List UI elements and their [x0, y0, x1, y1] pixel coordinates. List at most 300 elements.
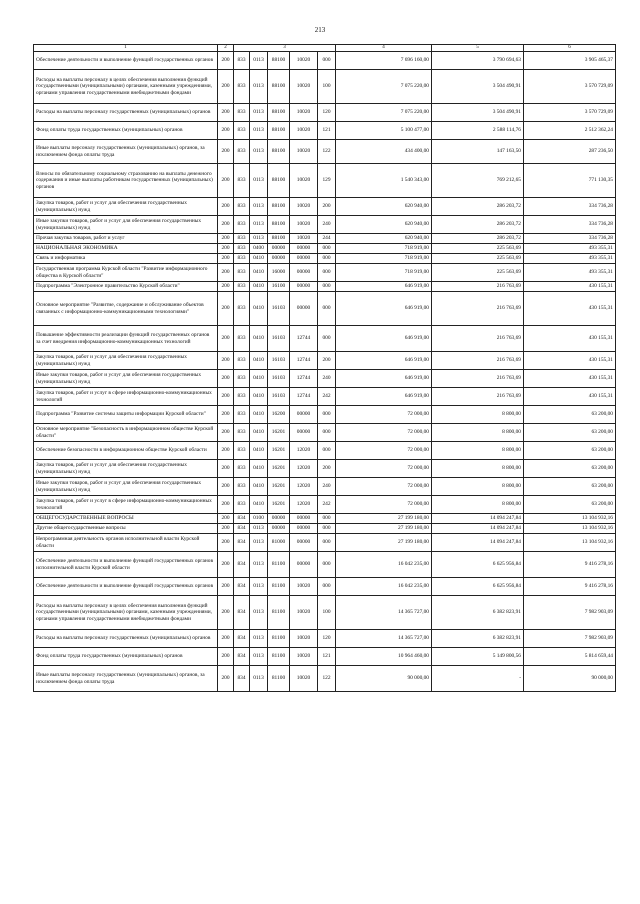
code-section: 0113: [250, 552, 268, 578]
code-expense-type: 240: [318, 216, 336, 234]
code-type: 200: [218, 424, 234, 442]
code-admin: 834: [234, 524, 250, 534]
code-expense-type: 200: [318, 198, 336, 216]
row-name: Закупка товаров, работ и услуг в сфере информационно-коммуникационных технологий: [34, 496, 218, 514]
row-name: Фонд оплаты труда государственных (муниципальных) органов: [34, 648, 218, 666]
amount-remainder: 13 104 932,16: [524, 524, 616, 534]
row-name: Закупка товаров, работ и услуг для обеспечения государственных (муниципальных) нужд: [34, 198, 218, 216]
code-expense-type: 000: [318, 52, 336, 70]
row-name: Обеспечение безопасности в информационном обществе Курской области: [34, 442, 218, 460]
amount-plan: 72 000,00: [336, 478, 432, 496]
column-number: 1: [34, 45, 218, 52]
code-admin: 834: [234, 596, 250, 630]
page-number: 213: [314, 26, 326, 34]
amount-executed: 216 763,69: [432, 292, 524, 326]
code-section: 0113: [250, 596, 268, 630]
code-program: 81000: [268, 534, 290, 552]
code-type: 200: [218, 244, 234, 254]
code-type: 200: [218, 442, 234, 460]
code-type: 200: [218, 552, 234, 578]
code-expense-type: 120: [318, 104, 336, 122]
row-name: Иные закупки товаров, работ и услуг для обеспечения государственных (муниципальных) нужд: [34, 216, 218, 234]
amount-plan: 646 919,00: [336, 292, 432, 326]
code-admin: 834: [234, 578, 250, 596]
amount-remainder: 5 814 659,44: [524, 648, 616, 666]
code-section: 0100: [250, 514, 268, 524]
amount-plan: 646 919,00: [336, 282, 432, 292]
code-admin: 833: [234, 254, 250, 264]
code-direction: 00000: [290, 264, 318, 282]
amount-plan: 646 919,00: [336, 388, 432, 406]
code-expense-type: 000: [318, 524, 336, 534]
code-admin: 833: [234, 104, 250, 122]
code-direction: 12744: [290, 326, 318, 352]
column-number-row: [34, 45, 616, 52]
row-name: Другие общегосударственные вопросы: [34, 524, 218, 534]
column-number: 3: [234, 45, 336, 52]
code-admin: 833: [234, 282, 250, 292]
code-direction: 10020: [290, 596, 318, 630]
amount-plan: 72 000,00: [336, 460, 432, 478]
table-row: [34, 52, 616, 70]
amount-plan: 620 940,00: [336, 216, 432, 234]
code-section: 0410: [250, 406, 268, 424]
code-expense-type: 244: [318, 234, 336, 244]
code-expense-type: 000: [318, 578, 336, 596]
table-row: [34, 666, 616, 692]
code-section: 0113: [250, 164, 268, 198]
amount-plan: 1 540 343,00: [336, 164, 432, 198]
code-program: 88100: [268, 198, 290, 216]
amount-executed: 216 763,69: [432, 326, 524, 352]
row-name: Основное мероприятие "Развитие, содержание и обслуживание объектов связанных с информационно-коммуникационными технологиями": [34, 292, 218, 326]
code-expense-type: 000: [318, 406, 336, 424]
amount-remainder: 430 155,31: [524, 326, 616, 352]
code-admin: 834: [234, 630, 250, 648]
row-name: Повышение эффективности реализации функций государственных органов за счет внедрения информационно-коммуникационных технологий: [34, 326, 218, 352]
code-program: 16100: [268, 282, 290, 292]
code-admin: 833: [234, 406, 250, 424]
amount-remainder: 7 982 903,09: [524, 630, 616, 648]
amount-plan: 718 919,00: [336, 244, 432, 254]
code-admin: 833: [234, 424, 250, 442]
table-row: [34, 164, 616, 198]
table-row: [34, 70, 616, 104]
code-program: 16201: [268, 442, 290, 460]
amount-executed: 147 163,50: [432, 140, 524, 164]
amount-plan: 16 042 235,00: [336, 552, 432, 578]
amount-plan: 646 919,00: [336, 326, 432, 352]
amount-executed: 8 800,00: [432, 478, 524, 496]
code-type: 200: [218, 216, 234, 234]
code-direction: 12744: [290, 388, 318, 406]
code-admin: 833: [234, 234, 250, 244]
code-section: 0410: [250, 424, 268, 442]
code-direction: 00000: [290, 552, 318, 578]
table-row: [34, 216, 616, 234]
code-direction: 12020: [290, 460, 318, 478]
code-expense-type: 122: [318, 666, 336, 692]
amount-executed: 2 588 114,76: [432, 122, 524, 140]
code-expense-type: 000: [318, 442, 336, 460]
amount-remainder: 430 155,31: [524, 282, 616, 292]
table-row: [34, 292, 616, 326]
code-type: 200: [218, 666, 234, 692]
amount-remainder: 90 000,00: [524, 666, 616, 692]
table-row: [34, 552, 616, 578]
row-name: Государственная программа Курской области "Развитие информационного общества в Курской области": [34, 264, 218, 282]
amount-executed: 14 094 247,84: [432, 514, 524, 524]
code-direction: 00000: [290, 424, 318, 442]
code-direction: 00000: [290, 514, 318, 524]
amount-executed: 3 504 490,91: [432, 70, 524, 104]
amount-plan: 434 400,00: [336, 140, 432, 164]
row-name: Иные закупки товаров, работ и услуг для обеспечения государственных (муниципальных) нужд: [34, 478, 218, 496]
amount-remainder: 2 512 362,24: [524, 122, 616, 140]
code-section: 0410: [250, 264, 268, 282]
code-admin: 834: [234, 648, 250, 666]
code-program: 00000: [268, 524, 290, 534]
code-direction: 10020: [290, 666, 318, 692]
code-type: 200: [218, 460, 234, 478]
amount-plan: 7 696 160,00: [336, 52, 432, 70]
amount-executed: 225 563,69: [432, 264, 524, 282]
code-direction: 10020: [290, 234, 318, 244]
amount-remainder: 3 905 465,37: [524, 52, 616, 70]
code-program: 00000: [268, 254, 290, 264]
code-direction: 10020: [290, 104, 318, 122]
amount-executed: 6 625 956,84: [432, 552, 524, 578]
table-row: [34, 406, 616, 424]
code-expense-type: 200: [318, 460, 336, 478]
amount-executed: 225 563,69: [432, 244, 524, 254]
code-admin: 833: [234, 460, 250, 478]
code-section: 0113: [250, 648, 268, 666]
code-section: 0410: [250, 254, 268, 264]
table-row: [34, 442, 616, 460]
amount-plan: 646 919,00: [336, 370, 432, 388]
code-program: 16103: [268, 326, 290, 352]
row-name: Обеспечение деятельности и выполнение функций государственных органов: [34, 52, 218, 70]
row-name: ОБЩЕГОСУДАРСТВЕННЫЕ ВОПРОСЫ: [34, 514, 218, 524]
code-type: 200: [218, 292, 234, 326]
code-type: 200: [218, 104, 234, 122]
table-row: [34, 424, 616, 442]
table-row: [34, 524, 616, 534]
code-admin: 834: [234, 514, 250, 524]
column-number: 6: [524, 45, 616, 52]
amount-executed: 14 094 247,84: [432, 534, 524, 552]
code-type: 200: [218, 164, 234, 198]
code-admin: 833: [234, 264, 250, 282]
code-section: 0113: [250, 534, 268, 552]
code-type: 200: [218, 254, 234, 264]
row-name: Взносы по обязательному социальному страхованию на выплаты денежного содержания и иные выплаты работникам государственных (муниципальных) органов: [34, 164, 218, 198]
code-program: 88100: [268, 70, 290, 104]
code-direction: 00000: [290, 292, 318, 326]
row-name: Закупка товаров, работ и услуг для обеспечения государственных (муниципальных) нужд: [34, 352, 218, 370]
code-direction: 10020: [290, 216, 318, 234]
budget-table-sheet: [33, 44, 615, 692]
code-program: 16103: [268, 388, 290, 406]
code-admin: 834: [234, 666, 250, 692]
code-section: 0113: [250, 666, 268, 692]
amount-executed: 5 149 800,56: [432, 648, 524, 666]
code-direction: 00000: [290, 524, 318, 534]
code-admin: 833: [234, 370, 250, 388]
code-program: 81100: [268, 666, 290, 692]
table-row: [34, 264, 616, 282]
code-program: 88100: [268, 104, 290, 122]
code-direction: 10020: [290, 578, 318, 596]
code-section: 0410: [250, 496, 268, 514]
amount-executed: 216 763,69: [432, 370, 524, 388]
code-direction: 10020: [290, 198, 318, 216]
code-type: 200: [218, 406, 234, 424]
row-name: Расходы на выплаты персоналу в целях обеспечения выполнения функций государственными (муниципальными) органами, казенными учреждениями, органами управления государственными внебюджетными фондами: [34, 70, 218, 104]
amount-plan: 72 000,00: [336, 424, 432, 442]
code-direction: 00000: [290, 282, 318, 292]
code-section: 0400: [250, 244, 268, 254]
code-direction: 12020: [290, 496, 318, 514]
code-direction: 00000: [290, 254, 318, 264]
amount-executed: 6 382 823,91: [432, 630, 524, 648]
code-section: 0113: [250, 216, 268, 234]
amount-plan: 7 075 220,00: [336, 70, 432, 104]
code-admin: 833: [234, 198, 250, 216]
code-type: 200: [218, 578, 234, 596]
code-expense-type: 240: [318, 478, 336, 496]
amount-executed: 286 203,72: [432, 198, 524, 216]
code-program: 00000: [268, 244, 290, 254]
code-expense-type: 121: [318, 122, 336, 140]
amount-remainder: 493 355,31: [524, 244, 616, 254]
code-type: 200: [218, 234, 234, 244]
code-expense-type: 000: [318, 326, 336, 352]
amount-executed: -: [432, 666, 524, 692]
row-name: Расходы на выплаты персоналу государственных (муниципальных) органов: [34, 104, 218, 122]
table-row: [34, 596, 616, 630]
code-admin: 833: [234, 478, 250, 496]
code-admin: 833: [234, 292, 250, 326]
amount-remainder: 63 200,00: [524, 460, 616, 478]
code-direction: 12744: [290, 370, 318, 388]
amount-plan: 72 000,00: [336, 496, 432, 514]
row-name: Связь и информатика: [34, 254, 218, 264]
amount-plan: 27 199 180,00: [336, 524, 432, 534]
code-expense-type: 100: [318, 596, 336, 630]
code-program: 00000: [268, 514, 290, 524]
amount-executed: 8 800,00: [432, 496, 524, 514]
code-program: 81100: [268, 552, 290, 578]
row-name: Прочая закупка товаров, работ и услуг: [34, 234, 218, 244]
code-direction: 10020: [290, 122, 318, 140]
code-section: 0410: [250, 282, 268, 292]
code-expense-type: 121: [318, 648, 336, 666]
code-expense-type: 000: [318, 534, 336, 552]
code-section: 0113: [250, 630, 268, 648]
code-admin: 833: [234, 140, 250, 164]
code-section: 0113: [250, 104, 268, 122]
code-program: 88100: [268, 140, 290, 164]
code-type: 200: [218, 596, 234, 630]
row-name: НАЦИОНАЛЬНАЯ ЭКОНОМИКА: [34, 244, 218, 254]
code-type: 200: [218, 70, 234, 104]
code-section: 0113: [250, 198, 268, 216]
amount-executed: 225 563,69: [432, 254, 524, 264]
table-row: [34, 282, 616, 292]
code-type: 200: [218, 630, 234, 648]
amount-plan: 7 075 220,00: [336, 104, 432, 122]
code-type: 200: [218, 648, 234, 666]
code-section: 0410: [250, 478, 268, 496]
table-row: [34, 514, 616, 524]
code-section: 0113: [250, 234, 268, 244]
code-direction: 10020: [290, 648, 318, 666]
code-expense-type: 129: [318, 164, 336, 198]
row-name: Непрограммная деятельность органов исполнительной власти Курской области: [34, 534, 218, 552]
amount-remainder: 430 155,31: [524, 388, 616, 406]
amount-remainder: 334 736,28: [524, 216, 616, 234]
table-row: [34, 460, 616, 478]
code-expense-type: 000: [318, 514, 336, 524]
code-program: 16103: [268, 370, 290, 388]
code-section: 0113: [250, 140, 268, 164]
code-expense-type: 000: [318, 244, 336, 254]
amount-remainder: 63 200,00: [524, 442, 616, 460]
code-admin: 833: [234, 352, 250, 370]
amount-executed: 769 212,65: [432, 164, 524, 198]
amount-executed: 8 800,00: [432, 460, 524, 478]
amount-executed: 286 203,72: [432, 234, 524, 244]
code-admin: 833: [234, 216, 250, 234]
code-admin: 833: [234, 164, 250, 198]
code-type: 200: [218, 122, 234, 140]
amount-plan: 620 940,00: [336, 198, 432, 216]
amount-executed: 216 763,69: [432, 282, 524, 292]
amount-executed: 3 790 694,63: [432, 52, 524, 70]
code-expense-type: 000: [318, 282, 336, 292]
code-type: 200: [218, 524, 234, 534]
code-section: 0113: [250, 122, 268, 140]
code-type: 200: [218, 352, 234, 370]
table-row: [34, 630, 616, 648]
code-type: 200: [218, 140, 234, 164]
code-program: 16201: [268, 478, 290, 496]
amount-plan: 16 042 235,00: [336, 578, 432, 596]
amount-plan: 27 199 180,00: [336, 514, 432, 524]
table-row: [34, 234, 616, 244]
code-type: 200: [218, 478, 234, 496]
code-expense-type: 240: [318, 370, 336, 388]
table-row: [34, 122, 616, 140]
amount-remainder: 430 155,31: [524, 352, 616, 370]
amount-remainder: 13 104 932,16: [524, 514, 616, 524]
amount-plan: 10 964 460,00: [336, 648, 432, 666]
column-number: 2: [218, 45, 234, 52]
table-row: [34, 326, 616, 352]
code-type: 200: [218, 370, 234, 388]
table-row: [34, 370, 616, 388]
amount-remainder: 771 130,35: [524, 164, 616, 198]
amount-executed: 8 800,00: [432, 442, 524, 460]
code-admin: 833: [234, 442, 250, 460]
row-name: Иные закупки товаров, работ и услуг для обеспечения государственных (муниципальных) нужд: [34, 370, 218, 388]
amount-remainder: 13 104 932,16: [524, 534, 616, 552]
budget-table-body: [34, 45, 616, 692]
code-direction: 12020: [290, 442, 318, 460]
code-program: 16000: [268, 264, 290, 282]
code-section: 0113: [250, 524, 268, 534]
code-section: 0410: [250, 370, 268, 388]
code-expense-type: 242: [318, 388, 336, 406]
amount-remainder: 287 236,50: [524, 140, 616, 164]
table-row: [34, 648, 616, 666]
column-number: 5: [432, 45, 524, 52]
row-name: Обеспечение деятельности и выполнение функций государственных органов исполнительной власти Курской области: [34, 552, 218, 578]
code-program: 16103: [268, 292, 290, 326]
code-program: 16201: [268, 496, 290, 514]
code-direction: 00000: [290, 406, 318, 424]
amount-plan: 72 000,00: [336, 406, 432, 424]
amount-remainder: 63 200,00: [524, 406, 616, 424]
amount-remainder: 9 416 278,16: [524, 552, 616, 578]
amount-plan: 72 000,00: [336, 442, 432, 460]
code-section: 0113: [250, 70, 268, 104]
code-expense-type: 000: [318, 292, 336, 326]
row-name: Закупка товаров, работ и услуг в сфере информационно-коммуникационных технологий: [34, 388, 218, 406]
code-admin: 833: [234, 388, 250, 406]
code-admin: 833: [234, 70, 250, 104]
table-row: [34, 496, 616, 514]
code-type: 200: [218, 264, 234, 282]
amount-remainder: 430 155,31: [524, 292, 616, 326]
amount-remainder: 9 416 278,16: [524, 578, 616, 596]
amount-remainder: 493 355,31: [524, 264, 616, 282]
code-section: 0410: [250, 442, 268, 460]
code-section: 0410: [250, 292, 268, 326]
amount-plan: 14 365 727,00: [336, 630, 432, 648]
row-name: Иные выплаты персоналу государственных (муниципальных) органов, за исключением фонда оплаты труда: [34, 666, 218, 692]
code-program: 88100: [268, 164, 290, 198]
code-expense-type: 120: [318, 630, 336, 648]
budget-table: [33, 44, 616, 692]
amount-executed: 216 763,69: [432, 352, 524, 370]
row-name: Расходы на выплаты персоналу в целях обеспечения выполнения функций государственными (муниципальными) органами, казенными учреждениями, органами управления государственными внебюджетными фондами: [34, 596, 218, 630]
amount-plan: 718 919,00: [336, 264, 432, 282]
amount-executed: 3 504 490,91: [432, 104, 524, 122]
amount-remainder: 430 155,31: [524, 370, 616, 388]
amount-remainder: 7 982 903,09: [524, 596, 616, 630]
code-admin: 833: [234, 52, 250, 70]
table-row: [34, 478, 616, 496]
code-type: 200: [218, 326, 234, 352]
code-type: 200: [218, 534, 234, 552]
code-direction: 10020: [290, 140, 318, 164]
code-direction: 10020: [290, 52, 318, 70]
row-name: Подпрограмма "Электронное правительство Курской области": [34, 282, 218, 292]
code-expense-type: 122: [318, 140, 336, 164]
code-program: 16201: [268, 460, 290, 478]
code-direction: 10020: [290, 70, 318, 104]
table-row: [34, 388, 616, 406]
row-name: Подпрограмма "Развитие системы защиты информации Курской области": [34, 406, 218, 424]
code-admin: 833: [234, 326, 250, 352]
amount-plan: 620 940,00: [336, 234, 432, 244]
code-admin: 833: [234, 244, 250, 254]
row-name: Основное мероприятие "Безопасность в информационном обществе Курской области": [34, 424, 218, 442]
amount-executed: 216 763,69: [432, 388, 524, 406]
